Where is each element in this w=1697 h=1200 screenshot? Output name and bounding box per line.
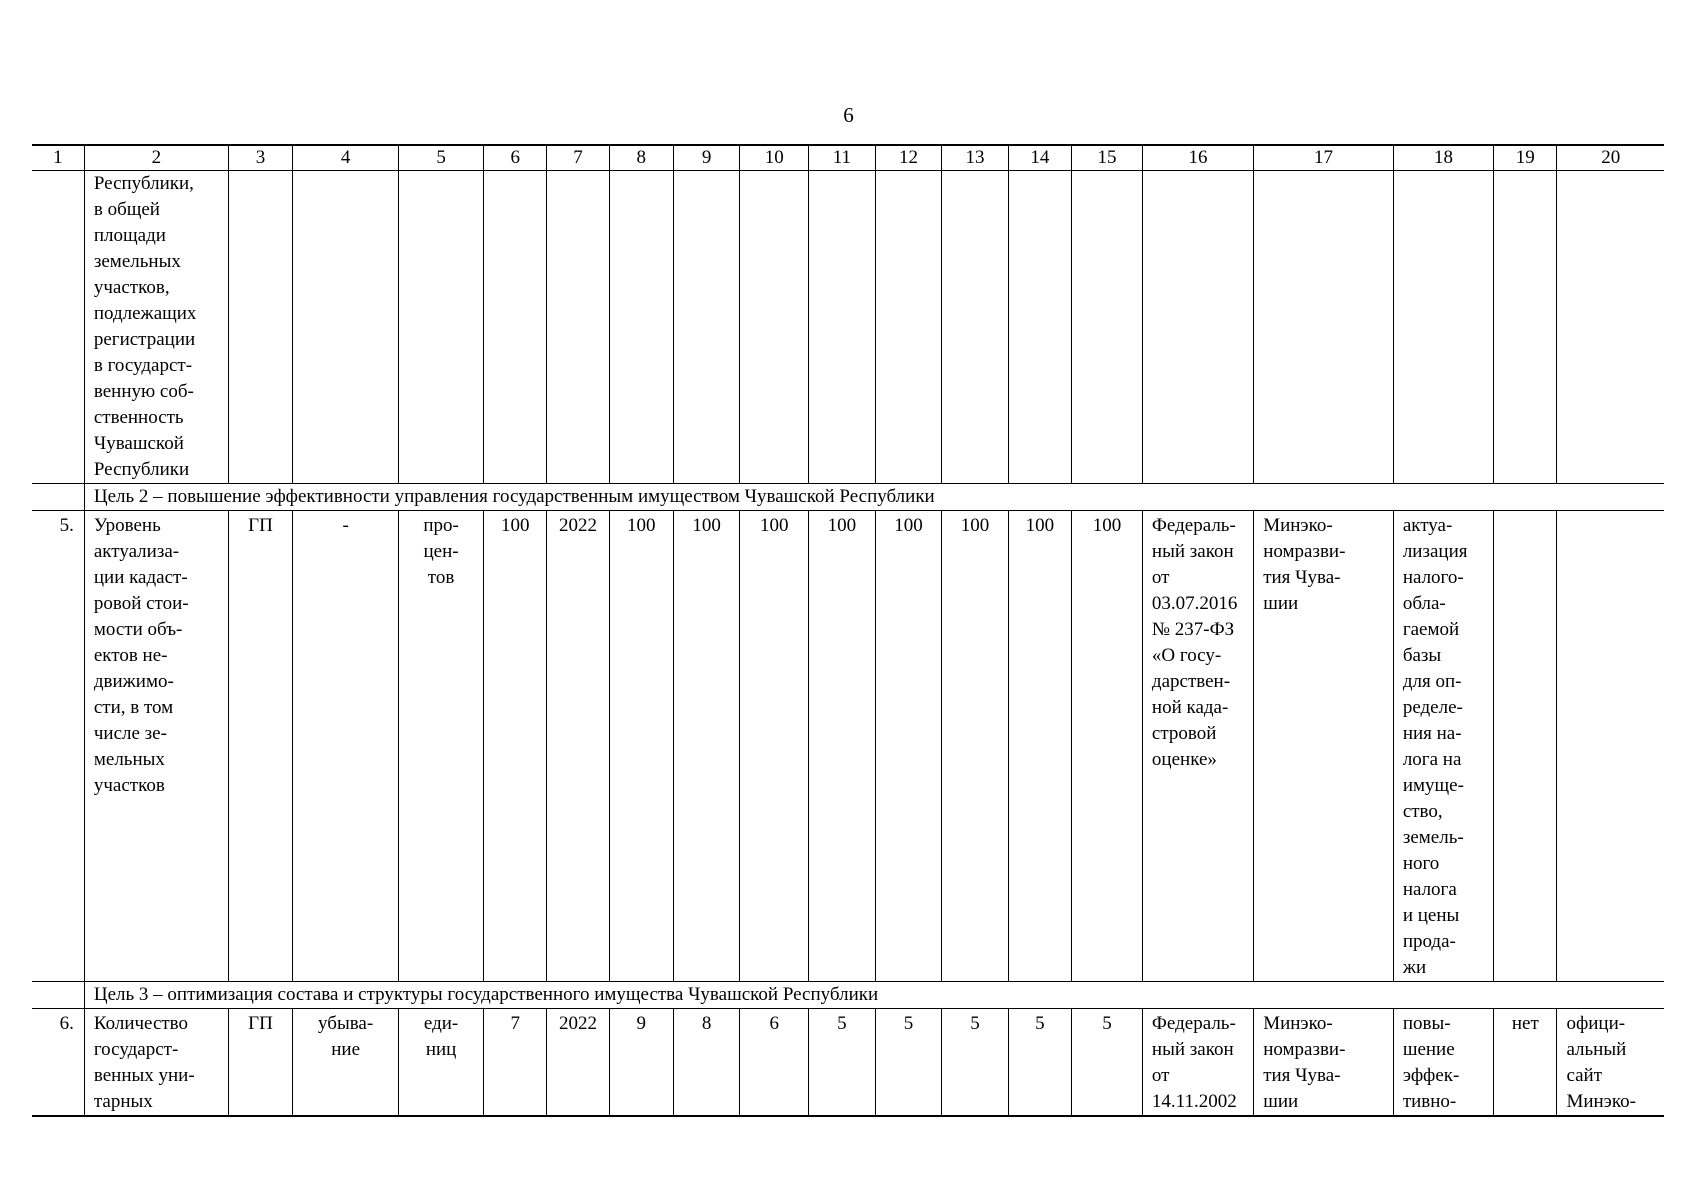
column-number: 19	[1494, 145, 1557, 171]
value-cell: 8	[673, 1009, 740, 1117]
table-row-continued	[32, 171, 1664, 484]
column-number: 12	[875, 145, 942, 171]
responsible-cell	[1254, 511, 1394, 982]
cell-line: мельных	[93, 749, 165, 770]
cell-line: актуа-	[1402, 515, 1453, 536]
legal-basis-cell	[1142, 511, 1253, 982]
table-row	[32, 511, 1664, 982]
cell-line: прода-	[1402, 931, 1456, 952]
cell-line: от	[1151, 567, 1170, 588]
cell-line: еди-	[423, 1013, 459, 1034]
cell-line: ного	[1402, 853, 1440, 874]
cell-line: жи	[1402, 957, 1427, 978]
cell-line: тивно-	[1402, 1091, 1457, 1112]
value-cell: 100	[809, 511, 876, 982]
column-number: 8	[609, 145, 673, 171]
value-cell: 100	[740, 511, 809, 982]
cell-line: движимо-	[93, 671, 174, 692]
purpose-cell	[1393, 511, 1493, 982]
cell-line: ровой стои-	[93, 593, 189, 614]
cell-line: числе зе-	[93, 723, 167, 744]
cell-line: базы	[1402, 645, 1442, 666]
unit-cell	[399, 1009, 484, 1117]
cell-line: налого-	[1402, 567, 1464, 588]
cell-line: имуще-	[1402, 775, 1464, 796]
cell-line: от	[1151, 1065, 1170, 1086]
value-cell: 5	[809, 1009, 876, 1117]
column-number: 13	[942, 145, 1009, 171]
cell-line: мости объ-	[93, 619, 183, 640]
cell-line: сайт	[1566, 1065, 1603, 1086]
value-cell: 5	[1072, 1009, 1143, 1117]
cell-line: лога на	[1402, 749, 1462, 770]
column-number: 17	[1254, 145, 1394, 171]
program-level-cell: ГП	[228, 1009, 292, 1117]
indicator-name-cell	[84, 511, 228, 982]
goal-3-text: Цель 3 – оптимизация состава и структуры государственного имущества Чувашской Республики	[84, 982, 1664, 1009]
column-number: 1	[32, 145, 84, 171]
row-number: 6.	[32, 1009, 84, 1117]
cell-line: ный закон	[1151, 1039, 1234, 1060]
cell-line: альный	[1566, 1039, 1627, 1060]
cell-line: площади	[93, 225, 166, 246]
column-number: 4	[293, 145, 399, 171]
cell-line: ной када-	[1151, 697, 1229, 718]
indicator-name-cell	[84, 1009, 228, 1117]
source-cell	[1557, 511, 1664, 982]
value-cell: 7	[484, 1009, 547, 1117]
value-cell: 6	[740, 1009, 809, 1117]
value-cell: 5	[875, 1009, 942, 1117]
page-number: 6	[843, 103, 854, 127]
col19-cell	[1494, 511, 1557, 982]
cell-line: Федераль-	[1151, 515, 1236, 536]
cell-line: тарных	[93, 1091, 153, 1112]
indicators-table	[32, 144, 1664, 1117]
value-cell: 100	[942, 511, 1009, 982]
col19-cell: нет	[1494, 1009, 1557, 1117]
cell-line: дарствен-	[1151, 671, 1231, 692]
cell-line: Минэко-	[1263, 1013, 1333, 1034]
cell-line: шии	[1263, 593, 1299, 614]
cell-line: налога	[1402, 879, 1457, 900]
cell-line: оценке»	[1151, 749, 1217, 770]
cell-line: убыва-	[318, 1013, 374, 1034]
column-number: 14	[1008, 145, 1071, 171]
column-number: 10	[740, 145, 809, 171]
unit-cell	[399, 511, 484, 982]
cell-line: ции кадаст-	[93, 567, 188, 588]
cell-line: тия Чува-	[1263, 567, 1341, 588]
cell-line: лизация	[1402, 541, 1468, 562]
program-level-cell: ГП	[228, 511, 292, 982]
cell-line: шии	[1263, 1091, 1299, 1112]
cell-line: номразви-	[1263, 1039, 1346, 1060]
cell-line: и цены	[1402, 905, 1460, 926]
cell-line: в общей	[93, 199, 160, 220]
value-cell: 100	[673, 511, 740, 982]
cell-line: ния на-	[1402, 723, 1462, 744]
cell-line: эффек-	[1402, 1065, 1460, 1086]
cell-line: ный закон	[1151, 541, 1234, 562]
cell-line: участков,	[93, 277, 170, 298]
cell-line: регистрации	[93, 329, 196, 350]
cell-line: повы-	[1402, 1013, 1451, 1034]
cell-line: Количество	[93, 1013, 189, 1034]
column-number: 2	[84, 145, 228, 171]
cell-line: «О госу-	[1151, 645, 1222, 666]
cell-line: номразви-	[1263, 541, 1346, 562]
cell-line: ектов не-	[93, 645, 168, 666]
column-number: 15	[1072, 145, 1143, 171]
cell-line: 03.07.2016	[1151, 593, 1238, 614]
value-cell: 100	[1072, 511, 1143, 982]
trend-cell	[293, 1009, 399, 1117]
value-cell: 100	[484, 511, 547, 982]
responsible-cell	[1254, 1009, 1394, 1117]
goal-2-text: Цель 2 – повышение эффективности управления государственным имуществом Чувашской Республики	[84, 484, 1664, 511]
column-number: 9	[673, 145, 740, 171]
cell-line: Республики	[93, 459, 190, 480]
cell-line: про-	[423, 515, 459, 536]
cell-line: шение	[1402, 1039, 1455, 1060]
row-number: 5.	[32, 511, 84, 982]
year-cell: 2022	[547, 1009, 609, 1117]
column-number: 5	[399, 145, 484, 171]
cell-line: актуализа-	[93, 541, 180, 562]
value-cell: 100	[609, 511, 673, 982]
cell-line: подлежащих	[93, 303, 197, 324]
cell-line: ние	[331, 1039, 361, 1060]
cell-line: ниц	[425, 1039, 457, 1060]
cell-line: ственность	[93, 407, 184, 428]
cell-line: Уровень	[93, 515, 161, 536]
legal-basis-cell	[1142, 1009, 1253, 1117]
cell-line: офици-	[1566, 1013, 1626, 1034]
cell-line: Республики,	[93, 173, 194, 194]
column-number: 3	[228, 145, 292, 171]
cell-line: ределе-	[1402, 697, 1463, 718]
cell-line: цен-	[423, 541, 459, 562]
cell-line: земельных	[93, 251, 181, 272]
goal-row	[32, 484, 1664, 511]
cell-line: Чувашской	[93, 433, 184, 454]
cell-line: обла-	[1402, 593, 1446, 614]
cell-line: участков	[93, 775, 165, 796]
column-number: 6	[484, 145, 547, 171]
value-cell: 5	[1008, 1009, 1071, 1117]
purpose-cell	[1393, 1009, 1493, 1117]
column-number: 16	[1142, 145, 1253, 171]
goal-row	[32, 982, 1664, 1009]
column-number-header	[32, 145, 1664, 171]
cell-line: Минэко-	[1566, 1091, 1636, 1112]
cell-line: для оп-	[1402, 671, 1462, 692]
trend-cell: -	[293, 511, 399, 982]
cell-line: земель-	[1402, 827, 1464, 848]
cell-line: венных уни-	[93, 1065, 195, 1086]
cell-line: тия Чува-	[1263, 1065, 1341, 1086]
value-cell: 100	[875, 511, 942, 982]
cell-line: Федераль-	[1151, 1013, 1236, 1034]
value-cell: 9	[609, 1009, 673, 1117]
source-cell	[1557, 1009, 1664, 1117]
cell-line: венную соб-	[93, 381, 194, 402]
column-number: 18	[1393, 145, 1493, 171]
cell-line: гаемой	[1402, 619, 1460, 640]
cell-line: ство,	[1402, 801, 1443, 822]
cell-line: Минэко-	[1263, 515, 1333, 536]
column-number: 20	[1557, 145, 1664, 171]
cell-line: в государст-	[93, 355, 193, 376]
indicator-name-cell	[84, 171, 228, 484]
cell-line: сти, в том	[93, 697, 174, 718]
table-row	[32, 1009, 1664, 1117]
column-number: 11	[809, 145, 876, 171]
cell-line: тов	[427, 567, 455, 588]
column-number: 7	[547, 145, 609, 171]
cell-line: № 237-ФЗ	[1151, 619, 1235, 640]
value-cell: 5	[942, 1009, 1009, 1117]
cell-line: стровой	[1151, 723, 1217, 744]
cell-line: 14.11.2002	[1151, 1091, 1237, 1112]
year-cell: 2022	[547, 511, 609, 982]
cell-line: государст-	[93, 1039, 179, 1060]
value-cell: 100	[1008, 511, 1071, 982]
